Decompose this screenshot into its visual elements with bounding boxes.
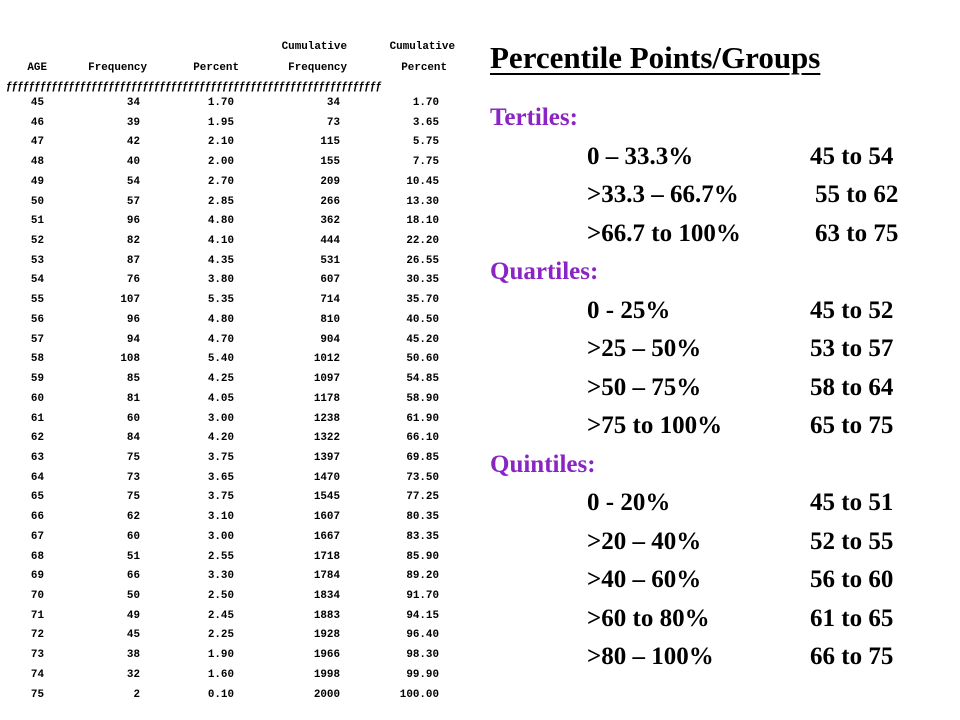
cell-frequency: 108 [120, 353, 140, 366]
cell-cum-frequency: 73 [326, 116, 340, 129]
cell-cum-percent: 100.00 [399, 688, 439, 701]
cell-cum-frequency: 1238 [313, 412, 340, 425]
cell-age: 57 [30, 333, 44, 346]
cell-cum-frequency: 1097 [313, 373, 340, 386]
cell-percent: 5.35 [207, 294, 234, 307]
percentile-range: >40 – 60% [587, 566, 702, 593]
cell-cum-frequency: 904 [320, 333, 340, 346]
cell-frequency: 62 [126, 511, 140, 524]
percentile-range: >50 – 75% [587, 373, 702, 401]
cell-age: 52 [30, 235, 44, 248]
cell-cum-frequency: 1718 [313, 550, 340, 563]
frequency-table [0, 0, 470, 720]
cell-cum-percent: 89.20 [406, 570, 439, 583]
age-range: 66 to 75 [810, 643, 894, 670]
age-range: 56 to 60 [810, 566, 894, 593]
cell-age: 55 [30, 294, 44, 307]
cell-cum-frequency: 1470 [313, 471, 340, 484]
cell-frequency: 34 [126, 97, 140, 109]
cell-age: 63 [30, 451, 44, 464]
table-header-row-1 [0, 38, 455, 56]
cell-age: 71 [30, 609, 44, 622]
cell-percent: 3.80 [207, 274, 234, 287]
cell-frequency: 84 [126, 432, 140, 445]
cell-cum-percent: 40.50 [406, 313, 439, 326]
cell-age: 68 [30, 550, 44, 563]
cell-cum-percent: 18.10 [406, 215, 439, 228]
percentile-range: >20 – 40% [587, 527, 702, 555]
cell-frequency: 60 [126, 530, 140, 543]
cell-cum-percent: 3.65 [412, 116, 439, 129]
cell-cum-frequency: 2000 [313, 688, 340, 701]
cell-frequency: 81 [126, 392, 140, 405]
cell-percent: 1.95 [207, 116, 234, 129]
cell-cum-frequency: 810 [320, 313, 340, 326]
age-range: 45 to 51 [810, 489, 894, 516]
cell-age: 74 [30, 668, 44, 681]
cell-age: 70 [30, 590, 44, 602]
header-cum-pct-top: Cumulative [389, 41, 455, 53]
cell-age: 66 [30, 511, 44, 524]
cell-age: 75 [30, 688, 44, 701]
header-age: AGE [27, 62, 47, 74]
cell-cum-frequency: 531 [320, 254, 340, 267]
cell-percent: 4.70 [207, 333, 234, 346]
cell-cum-percent: 73.50 [406, 471, 439, 484]
page-title: Percentile Points/Groups [490, 40, 821, 75]
age-range: 61 to 65 [810, 604, 894, 632]
cell-cum-percent: 13.30 [406, 195, 439, 208]
cell-frequency: 38 [126, 649, 140, 662]
cell-percent: 5.40 [207, 353, 234, 366]
cell-cum-frequency: 1178 [313, 392, 340, 405]
cell-cum-percent: 58.90 [406, 392, 439, 405]
cell-frequency: 85 [126, 373, 140, 386]
cell-cum-frequency: 1607 [313, 511, 340, 524]
cell-frequency: 2 [133, 688, 140, 701]
cell-cum-frequency: 1545 [313, 491, 340, 504]
cell-frequency: 54 [126, 175, 140, 188]
age-range: 65 to 75 [810, 412, 894, 439]
cell-age: 69 [30, 570, 44, 583]
cell-cum-percent: 83.35 [406, 530, 439, 543]
percentile-range: 0 - 25% [587, 296, 671, 324]
percentile-range: >60 to 80% [587, 604, 710, 632]
cell-cum-frequency: 362 [320, 215, 340, 228]
cell-percent: 2.00 [207, 156, 234, 169]
cell-percent: 2.50 [207, 590, 234, 602]
cell-frequency: 57 [126, 195, 140, 208]
cell-age: 46 [30, 116, 44, 129]
cell-age: 58 [30, 353, 44, 366]
cell-cum-frequency: 155 [320, 156, 340, 169]
cell-age: 59 [30, 373, 44, 386]
cell-percent: 1.90 [207, 649, 234, 662]
cell-frequency: 96 [126, 215, 140, 228]
cell-age: 73 [30, 649, 44, 662]
cell-cum-frequency: 1834 [313, 590, 340, 602]
cell-percent: 2.10 [207, 136, 234, 149]
cell-cum-percent: 94.15 [406, 609, 439, 622]
cell-frequency: 82 [126, 235, 140, 248]
cell-percent: 4.10 [207, 235, 234, 248]
cell-age: 64 [30, 471, 44, 484]
cell-percent: 3.65 [207, 471, 234, 484]
percentile-range: >25 – 50% [587, 335, 702, 362]
cell-frequency: 51 [126, 550, 140, 563]
cell-percent: 4.80 [207, 313, 234, 326]
cell-frequency: 42 [126, 136, 140, 149]
cell-cum-percent: 35.70 [406, 294, 439, 307]
cell-frequency: 32 [126, 668, 140, 681]
table-header-row-2 [0, 59, 447, 77]
cell-cum-percent: 5.75 [412, 136, 439, 149]
cell-cum-percent: 80.35 [406, 511, 439, 524]
cell-cum-frequency: 1998 [313, 668, 340, 681]
cell-cum-percent: 7.75 [412, 156, 439, 169]
cell-percent: 1.60 [207, 668, 234, 681]
cell-cum-frequency: 607 [320, 274, 340, 287]
cell-frequency: 60 [126, 412, 140, 425]
cell-percent: 3.75 [207, 491, 234, 504]
cell-percent: 3.30 [207, 570, 234, 583]
cell-percent: 2.85 [207, 195, 234, 208]
cell-cum-percent: 98.30 [406, 649, 439, 662]
cell-age: 62 [30, 432, 44, 445]
cell-age: 72 [30, 629, 44, 642]
cell-cum-percent: 61.90 [406, 412, 439, 425]
cell-frequency: 40 [126, 156, 140, 169]
cell-age: 56 [30, 313, 44, 326]
cell-cum-frequency: 714 [320, 294, 340, 307]
cell-frequency: 66 [126, 570, 140, 583]
percentile-range: >66.7 to 100% [587, 219, 741, 247]
age-range: 52 to 55 [810, 527, 894, 555]
age-range: 63 to 75 [815, 219, 899, 247]
cell-percent: 2.55 [207, 550, 234, 563]
header-percent: Percent [193, 62, 239, 74]
group-heading: Tertiles: [490, 104, 578, 131]
percentile-range: 0 - 20% [587, 489, 671, 516]
cell-cum-frequency: 1883 [313, 609, 340, 622]
cell-cum-frequency: 1012 [313, 353, 340, 366]
cell-frequency: 76 [126, 274, 140, 287]
cell-cum-frequency: 1784 [313, 570, 340, 583]
cell-percent: 2.45 [207, 609, 234, 622]
percentile-panel [490, 0, 950, 720]
cell-cum-percent: 45.20 [406, 333, 439, 346]
cell-frequency: 45 [126, 629, 140, 642]
group-heading: Quartiles: [490, 258, 599, 285]
cell-frequency: 73 [126, 471, 140, 484]
cell-age: 67 [30, 530, 44, 543]
cell-cum-frequency: 1322 [313, 432, 340, 445]
cell-age: 53 [30, 254, 44, 267]
header-cum-freq-top: Cumulative [281, 41, 347, 53]
cell-cum-frequency: 444 [320, 235, 340, 248]
header-frequency: Frequency [88, 62, 147, 74]
table-separator: ƒƒƒƒƒƒƒƒƒƒƒƒƒƒƒƒƒƒƒƒƒƒƒƒƒƒƒƒƒƒƒƒƒƒƒƒƒƒƒƒƒƒƒƒƒƒƒƒƒƒƒƒƒƒƒƒƒƒƒƒƒƒƒƒƒƒ [6, 81, 382, 93]
cell-cum-percent: 99.90 [406, 668, 439, 681]
cell-percent: 4.25 [207, 373, 234, 386]
cell-age: 49 [30, 175, 44, 188]
cell-percent: 4.80 [207, 215, 234, 228]
age-range: 55 to 62 [815, 181, 899, 208]
cell-cum-percent: 69.85 [406, 451, 439, 464]
cell-cum-frequency: 1667 [313, 530, 340, 543]
cell-age: 65 [30, 491, 44, 504]
cell-frequency: 96 [126, 313, 140, 326]
header-cum-percent: Percent [401, 62, 447, 74]
cell-frequency: 75 [126, 491, 140, 504]
cell-cum-percent: 96.40 [406, 629, 439, 642]
cell-cum-percent: 1.70 [412, 97, 439, 109]
cell-frequency: 39 [126, 116, 140, 129]
cell-percent: 4.20 [207, 432, 234, 445]
cell-cum-percent: 66.10 [406, 432, 439, 445]
cell-cum-frequency: 115 [320, 136, 340, 149]
header-cum-frequency: Frequency [288, 62, 347, 74]
cell-cum-percent: 22.20 [406, 235, 439, 248]
cell-frequency: 49 [126, 609, 140, 622]
cell-cum-percent: 77.25 [406, 491, 439, 504]
cell-percent: 3.75 [207, 451, 234, 464]
age-range: 58 to 64 [810, 373, 894, 401]
percentile-range: >33.3 – 66.7% [587, 181, 739, 208]
percentile-range: >80 – 100% [587, 643, 714, 670]
cell-cum-percent: 26.55 [406, 254, 439, 267]
cell-cum-frequency: 1397 [313, 451, 340, 464]
cell-frequency: 75 [126, 451, 140, 464]
age-range: 45 to 52 [810, 296, 894, 324]
cell-age: 48 [30, 156, 44, 169]
percentile-range: >75 to 100% [587, 412, 723, 439]
cell-age: 60 [30, 392, 44, 405]
cell-age: 61 [30, 412, 44, 425]
cell-age: 50 [30, 195, 44, 208]
cell-percent: 4.35 [207, 254, 234, 267]
cell-percent: 3.00 [207, 530, 234, 543]
cell-percent: 4.05 [207, 392, 234, 405]
cell-cum-frequency: 1928 [313, 629, 340, 642]
cell-percent: 2.70 [207, 175, 234, 188]
cell-cum-frequency: 209 [320, 175, 340, 188]
cell-percent: 3.00 [207, 412, 234, 425]
age-range: 45 to 54 [810, 142, 894, 170]
cell-percent: 1.70 [207, 97, 234, 109]
cell-cum-percent: 10.45 [406, 175, 439, 188]
cell-cum-frequency: 266 [320, 195, 340, 208]
cell-cum-frequency: 1966 [313, 649, 340, 662]
cell-percent: 2.25 [207, 629, 234, 642]
cell-frequency: 50 [126, 590, 140, 602]
cell-frequency: 87 [126, 254, 140, 267]
cell-age: 47 [30, 136, 44, 149]
cell-cum-percent: 91.70 [406, 590, 439, 602]
cell-cum-percent: 85.90 [406, 550, 439, 563]
cell-percent: 0.10 [207, 688, 234, 701]
percentile-range: 0 – 33.3% [587, 142, 694, 170]
cell-age: 54 [30, 274, 44, 287]
cell-cum-frequency: 34 [326, 97, 340, 109]
age-range: 53 to 57 [810, 335, 894, 362]
group-heading: Quintiles: [490, 450, 596, 478]
cell-cum-percent: 30.35 [406, 274, 439, 287]
cell-frequency: 107 [120, 294, 140, 307]
cell-cum-percent: 54.85 [406, 373, 439, 386]
cell-age: 45 [30, 97, 44, 109]
cell-frequency: 94 [126, 333, 140, 346]
cell-age: 51 [30, 215, 44, 228]
cell-percent: 3.10 [207, 511, 234, 524]
cell-cum-percent: 50.60 [406, 353, 439, 366]
